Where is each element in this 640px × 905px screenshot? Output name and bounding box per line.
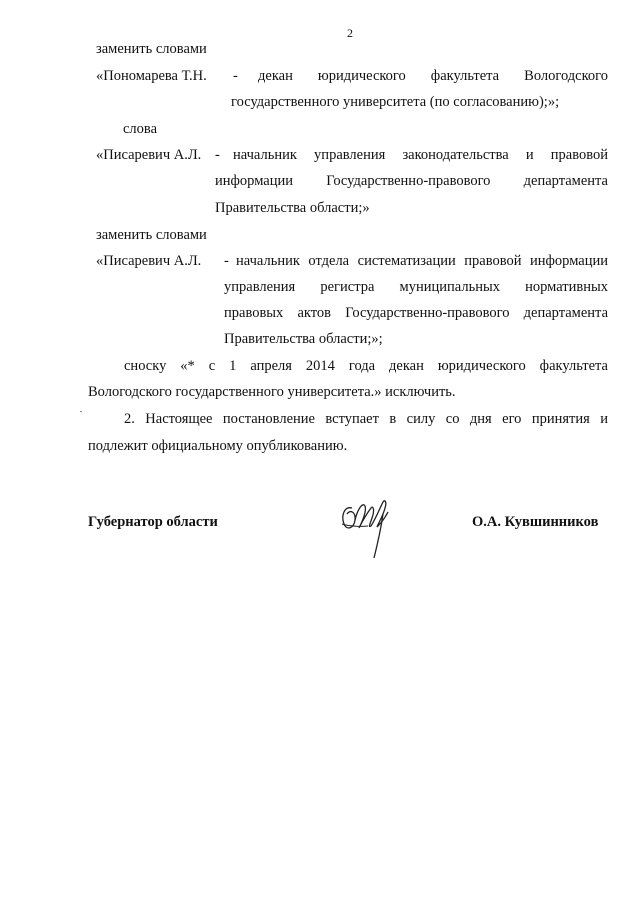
ponomareva-dash: - (233, 68, 238, 84)
words-label: слова (123, 121, 158, 137)
signatory-name: О.А. Кувшинников (472, 514, 599, 530)
pisarevich-new-position-line-4: Правительства области;»; (224, 331, 383, 347)
pisarevich-old-name: «Писаревич А.Л. (96, 147, 202, 163)
pisarevich-new-position-line-3: правовых актов Государственно-правового департамента (224, 305, 608, 321)
page-number: 2 (347, 26, 353, 40)
pisarevich-new-position-line-2: управления регистра муниципальных нормативных (224, 279, 608, 295)
ponomareva-position-line-1: декан юридического факультета Вологодского (258, 68, 608, 84)
replace-with-line-1: заменить словами (96, 41, 207, 57)
pisarevich-new-dash: - (224, 253, 229, 269)
signatory-title: Губернатор области (88, 514, 218, 530)
replace-with-line-2: заменить словами (96, 227, 207, 243)
pisarevich-new-position-line-1: начальник отдела систематизации правовой информации (236, 253, 608, 269)
ponomareva-position-line-2: государственного университета (по согласованию);»; (231, 94, 560, 110)
pisarevich-old-position-line-1: начальник управления законодательства и правовой (233, 147, 608, 163)
pisarevich-new-name: «Писаревич А.Л. (96, 253, 202, 269)
pisarevich-old-position-line-3: Правительства области;» (215, 200, 370, 216)
clause-2-line-1: 2. Настоящее постановление вступает в силу со дня его принятия и (124, 411, 608, 427)
pisarevich-old-position-line-2: информации Государственно-правового департамента (215, 173, 608, 189)
footnote-line-2: Вологодского государственного университета.» исключить. (88, 384, 456, 400)
pisarevich-old-dash: - (215, 147, 220, 163)
footnote-line-1: сноску «* с 1 апреля 2014 года декан юридического факультета (124, 358, 608, 374)
handwritten-signature (338, 494, 396, 560)
ponomareva-name: «Пономарева Т.Н. (96, 68, 207, 84)
margin-speck (80, 411, 82, 412)
clause-2-line-2: подлежит официальному опубликованию. (88, 438, 348, 454)
